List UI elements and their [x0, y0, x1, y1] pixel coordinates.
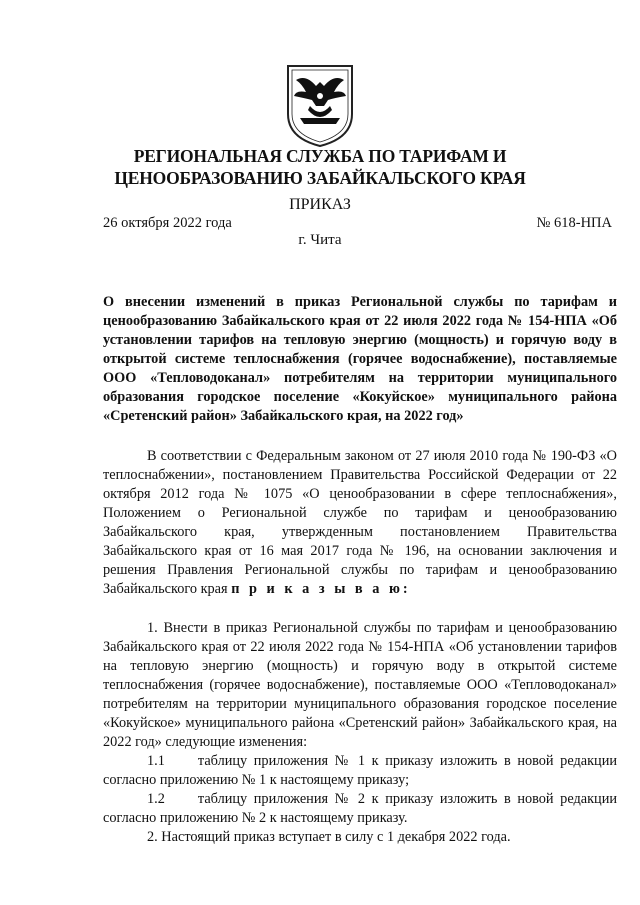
org-line-1: РЕГИОНАЛЬНАЯ СЛУЖБА ПО ТАРИФАМ И [133, 146, 507, 166]
item-1-1-number: 1.1 [147, 753, 165, 769]
eagle-icon [284, 62, 356, 148]
item-1-1 [103, 752, 617, 790]
order-word: п р и к а з ы в а ю: [231, 581, 411, 597]
item-1-2-text: таблицу приложения № 2 к приказу изложить в новой редакции согласно приложению № 2 к настоящему приказу. [103, 791, 617, 826]
coat-of-arms-emblem [284, 62, 356, 148]
document-date: 26 октября 2022 года [103, 215, 232, 231]
org-line-2: ЦЕНООБРАЗОВАНИЮ ЗАБАЙКАЛЬСКОГО КРАЯ [114, 168, 526, 188]
preamble-text: В соответствии с Федеральным законом от 27 июля 2010 года № 190-ФЗ «О теплоснабжении», постановлением Правительства Российской Федерации от 22 октября 2012 года № 1075 «О ценообразовании в сфере теплоснабжения», Положением о Региональной службе по тарифам и ценообразованию Забайкальского края, утвержденным постановлением Правительства Забайкальского края от 16 мая 2017 года № 196, на основании заключения и решения Правления Региональной службы по тарифам и ценообразованию Забайкальского края [103, 448, 617, 597]
document-type: ПРИКАЗ [289, 196, 351, 213]
organization-name [0, 145, 640, 189]
item-1-2 [103, 790, 617, 828]
document-number: № 618-НПА [536, 215, 612, 231]
item-1: 1. Внести в приказ Региональной службы по тарифам и ценообразованию Забайкальского края от 22 июля 2022 года № 154-НПА «Об установлении тарифов на тепловую энергию (мощность) и горячую воду в открытой системе теплоснабжения (горячее водоснабжение), поставляемые ООО «Тепловодоканал» потребителям на территории муниципального образования городское поселение «Кокуйское» муниципального района «Сретенский район» Забайкальского края, на 2022 год» следующие изменения: [103, 620, 617, 750]
item-1-2-number: 1.2 [147, 791, 165, 807]
item-1-1-text: таблицу приложения № 1 к приказу изложить в новой редакции согласно приложению № 1 к настоящему приказу; [103, 753, 617, 788]
item-2: 2. Настоящий приказ вступает в силу с 1 декабря 2022 года. [147, 829, 511, 845]
document-city: г. Чита [298, 232, 342, 248]
document-title: О внесении изменений в приказ Региональной службы по тарифам и ценообразованию Забайкальского края от 22 июля 2022 года № 154-НПА «Об установлении тарифов на тепловую энергию (мощность) и горячую воду в открытой системе теплоснабжения (горячее водоснабжение), поставляемые ООО «Тепловодоканал» потребителям на территории муниципального образования городское поселение «Кокуйское» муниципального района «Сретенский район» Забайкальского края, на 2022 год» [103, 294, 617, 424]
preamble-paragraph [103, 447, 617, 599]
document-body [103, 447, 617, 847]
